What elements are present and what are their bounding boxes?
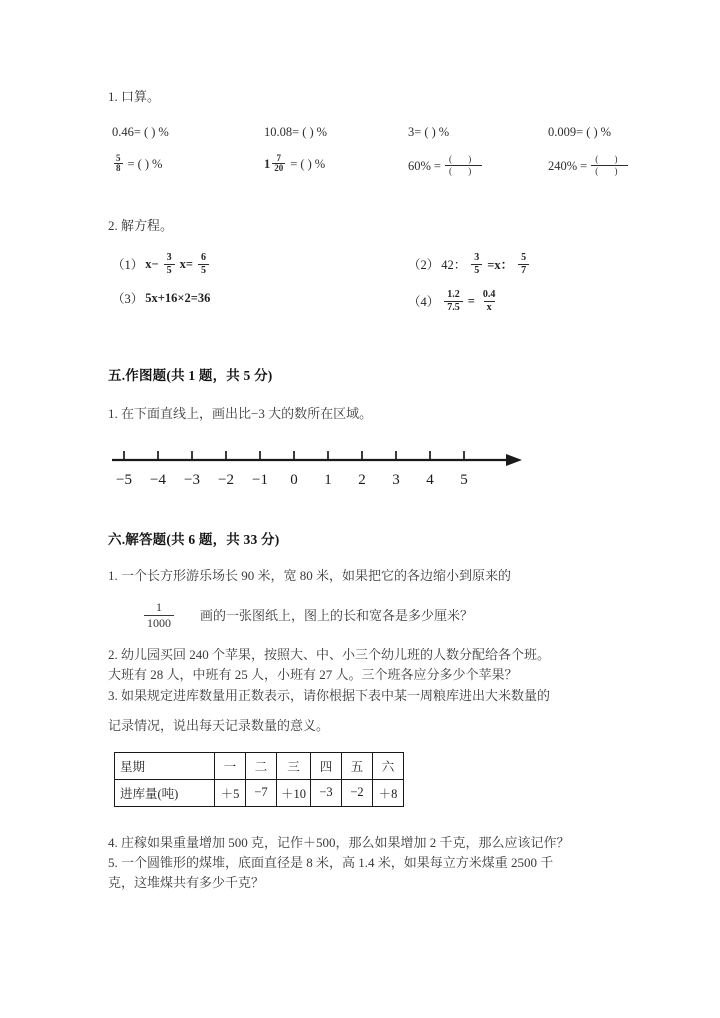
- fraction-numerator: 3: [166, 252, 172, 263]
- fraction-1-1000: [144, 600, 174, 631]
- table-cell-value: −3: [311, 779, 342, 806]
- mixed-whole-part: 1: [264, 157, 271, 172]
- fraction-denominator-blank[interactable]: ( ): [445, 165, 482, 177]
- answer-question-1-fraction-row: [144, 600, 668, 631]
- fraction-numerator: 5: [116, 153, 121, 163]
- drawing-question-1: 1. 在下面直线上，画出比−3 大的数所在区域。: [108, 406, 373, 421]
- equation-4: [408, 289, 501, 313]
- table-cell-value: ＋8: [373, 779, 404, 806]
- oral-calc-row-2: [108, 155, 668, 185]
- equation-label: （1）: [112, 258, 144, 272]
- fraction-0.4-x: [480, 289, 499, 313]
- number-line: [108, 442, 668, 502]
- fraction-denominator: x: [484, 301, 495, 314]
- fraction-numerator-blank[interactable]: ( ): [448, 154, 479, 164]
- section-heading-drawing: 五.作图题(共 1 题，共 5 分): [108, 368, 273, 383]
- number-line-label: −2: [218, 472, 234, 489]
- equation-row-2: [108, 289, 668, 326]
- answer-question-1-line1: 1. 一个长方形游乐场长 90 米，宽 80 米，如果把它的各边缩小到原来的: [108, 568, 512, 584]
- oral-item-0.46: [112, 125, 169, 140]
- answer-question-2-line1: 2. 幼儿园买回 240 个苹果，按照大、中、小三个幼儿班的人数分配给各个班。: [108, 647, 551, 663]
- worksheet-content: [108, 86, 668, 893]
- equation-expression: 5x+16×2=36: [145, 290, 211, 305]
- answer-blank[interactable]: ( ): [424, 125, 436, 139]
- fraction-blank[interactable]: [445, 154, 482, 177]
- table-row-header-weekday: 星期: [115, 752, 215, 779]
- fraction-5-8: [114, 154, 123, 174]
- table-cell-value: ＋10: [277, 779, 311, 806]
- fraction-3-5: [164, 252, 175, 276]
- number-line-label: 1: [324, 472, 332, 489]
- number-line-svg: [108, 442, 528, 498]
- solve-equations-title: 2. 解方程。: [108, 218, 174, 233]
- answer-question-3-line1: 3. 如果规定进库数量用正数表示，请你根据下表中某一周粮库进出大米数量的: [108, 687, 551, 703]
- table-cell-day: 六: [373, 752, 404, 779]
- fraction-denominator: 5: [471, 264, 482, 277]
- oral-item-0.009: [548, 125, 611, 140]
- percent-value: 240%: [548, 158, 578, 173]
- answer-question-1-line2: 画的一张图纸上，图上的长和宽各是多少厘米？: [200, 607, 474, 623]
- fraction-6-5: [198, 252, 209, 276]
- fraction-numerator-blank[interactable]: ( ): [595, 154, 625, 164]
- answer-question-4: 4. 庄稼如果重量增加 500 克，记作＋500，那么如果增加 2 千克，那么应该记作？: [108, 834, 570, 850]
- table-cell-value: −7: [246, 779, 277, 806]
- answer-blank[interactable]: ( ): [300, 157, 312, 172]
- fraction-denominator: 7.5: [444, 301, 463, 314]
- fraction-denominator: 8: [116, 163, 121, 174]
- number-line-labels: [116, 472, 468, 488]
- percent-sign: %: [316, 125, 328, 139]
- fraction-denominator: 20: [274, 163, 284, 174]
- section-heading-answers: 六.解答题(共 6 题，共 33 分): [108, 532, 280, 548]
- table-row: [115, 779, 404, 806]
- fraction-numerator: 7: [276, 153, 281, 163]
- number-line-label: 4: [426, 472, 434, 489]
- oral-item-mixed-1-7-20: [264, 155, 325, 175]
- equation-label: （3）: [112, 292, 144, 306]
- equation-mid: =x：: [487, 258, 514, 272]
- table-cell-value: −2: [342, 779, 373, 806]
- equals-sign: =: [290, 157, 298, 172]
- percent-value: 60%: [408, 158, 431, 173]
- mixed-number-1-7-20: [264, 155, 287, 175]
- fraction-denominator: 5: [164, 264, 175, 277]
- percent-sign: %: [600, 125, 612, 139]
- table-row-header-intake: 进库量(吨): [115, 779, 215, 806]
- equation-1: [112, 252, 212, 276]
- oral-item-10.08: [264, 125, 327, 140]
- answer-question-2-line2: 大班有 28 人，中班有 25 人，小班有 27 人。三个班各应分多少个苹果？: [108, 667, 518, 683]
- fraction-numerator: 0.4: [482, 289, 496, 300]
- fraction-numerator: 3: [474, 252, 480, 263]
- oral-item-five-eighths: [112, 155, 162, 175]
- number-line-label: 5: [460, 472, 468, 489]
- equation-mid: x=: [179, 256, 194, 271]
- number-line-label: −5: [116, 472, 132, 489]
- fraction-denominator: 7: [518, 264, 529, 277]
- answer-blank[interactable]: ( ): [302, 125, 314, 139]
- percent-sign: %: [152, 157, 163, 172]
- table-cell-value: ＋5: [215, 779, 246, 806]
- oral-calc-title: 1. 口算。: [108, 89, 161, 104]
- oral-calc-row-1: [108, 125, 668, 155]
- percent-sign: %: [158, 125, 169, 139]
- fraction-denominator: 1000: [144, 615, 174, 631]
- fraction-denominator-blank[interactable]: ( ): [591, 165, 628, 177]
- table-cell-day: 一: [215, 752, 246, 779]
- number-line-label: 3: [392, 472, 400, 489]
- percent-sign: %: [314, 157, 326, 172]
- percent-sign: %: [438, 125, 450, 139]
- equation-row-1: [108, 252, 668, 289]
- equation-rows: [108, 252, 668, 326]
- equation-label: （2）: [408, 258, 440, 272]
- equation-lhs: x−: [145, 256, 159, 271]
- oral-item-left: 10.08=: [264, 125, 300, 139]
- fraction-5-7: [518, 252, 529, 276]
- answer-blank[interactable]: ( ): [143, 125, 156, 139]
- oral-item-left: 3=: [408, 125, 422, 139]
- number-line-arrow-icon: [506, 454, 522, 466]
- fraction-numerator: 1.2: [447, 289, 460, 300]
- answer-blank[interactable]: ( ): [137, 157, 150, 172]
- oral-item-240-percent: [548, 155, 629, 178]
- number-line-label: −1: [252, 472, 268, 489]
- oral-item-left: 0.46=: [112, 125, 141, 139]
- answer-question-5-line1: 5. 一个圆锥形的煤堆，底面直径是 8 米，高 1.4 米，如果每立方米煤重 2500 千: [108, 854, 554, 870]
- fraction-blank[interactable]: [591, 154, 628, 177]
- equation-lhs: 42：: [441, 258, 467, 272]
- fraction-numerator: 6: [201, 252, 207, 263]
- fraction-3-5: [471, 252, 482, 276]
- oral-item-60-percent: [408, 155, 483, 178]
- table-cell-day: 五: [342, 752, 373, 779]
- rice-storage-table: [114, 752, 404, 807]
- oral-calc-rows: [108, 125, 668, 185]
- answer-question-3-line2: 记录情况，说出每天记录数量的意义。: [108, 717, 330, 733]
- number-line-label: 0: [290, 472, 298, 489]
- number-line-label: −3: [184, 472, 200, 489]
- equation-label: （4）: [408, 295, 440, 309]
- table-cell-day: 二: [246, 752, 277, 779]
- fraction-1.2-7.5: [444, 289, 463, 313]
- fraction-numerator: 5: [521, 252, 527, 263]
- answer-question-5-line2: 克，这堆煤共有多少千克？: [108, 875, 265, 891]
- equals-sign: =: [467, 293, 475, 308]
- oral-item-3: [408, 125, 449, 140]
- fraction-denominator: 5: [198, 264, 209, 277]
- oral-item-left: 0.009=: [548, 125, 584, 139]
- equation-3: [112, 289, 210, 307]
- number-line-ticks: [124, 451, 464, 460]
- table-row: [115, 752, 404, 779]
- number-line-label: −4: [150, 472, 166, 489]
- equals-sign: =: [580, 158, 588, 173]
- fraction-7-20: [272, 154, 285, 174]
- fraction-numerator: 1: [156, 600, 162, 615]
- table-cell-day: 三: [277, 752, 311, 779]
- equation-2: [408, 252, 532, 276]
- answer-blank[interactable]: ( ): [586, 125, 598, 139]
- table-cell-day: 四: [311, 752, 342, 779]
- equals-sign: =: [433, 158, 441, 173]
- equals-sign: =: [127, 157, 135, 172]
- number-line-label: 2: [358, 472, 366, 489]
